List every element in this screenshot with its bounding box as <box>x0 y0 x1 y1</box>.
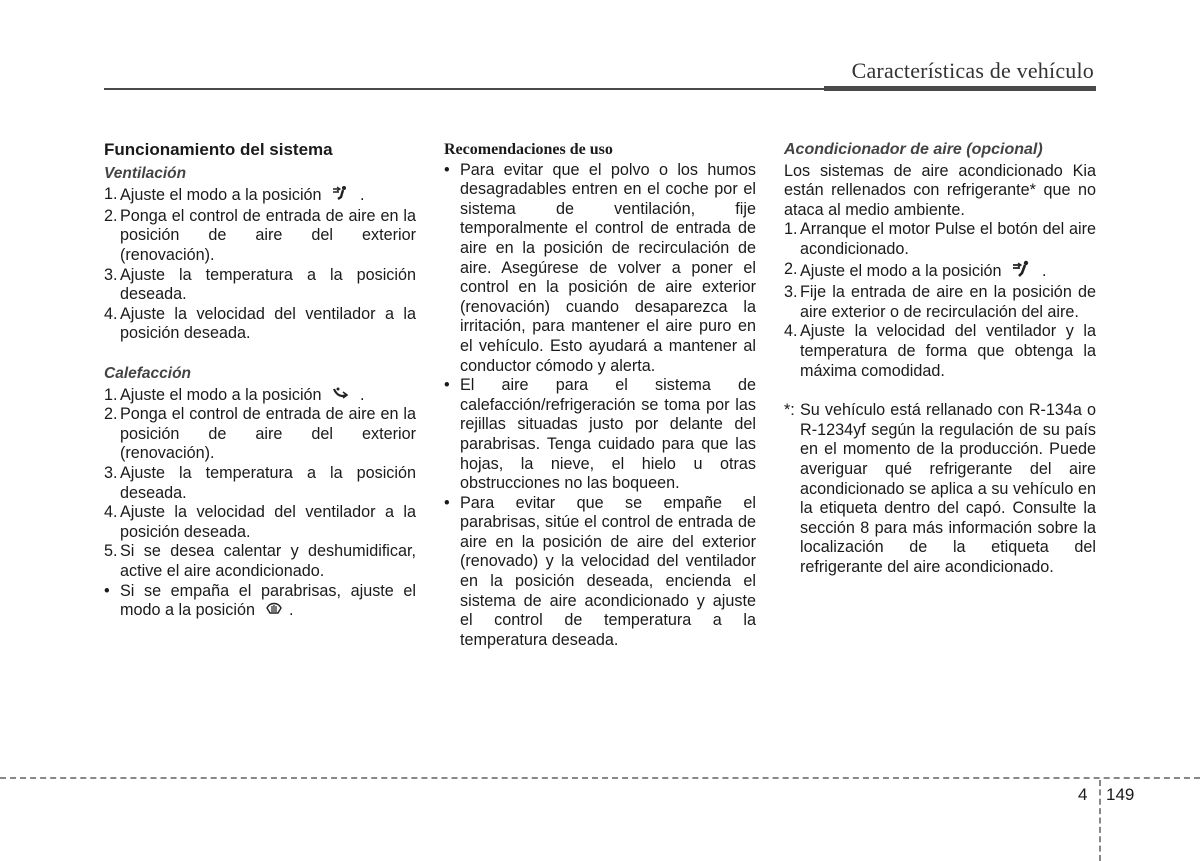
floor-vent-mode-icon <box>332 386 350 406</box>
right-column <box>784 140 1096 577</box>
item-suffix: . <box>288 601 294 620</box>
item-number: 1. <box>104 185 118 204</box>
section-title-system-operation: Funcionamiento del sistema <box>104 140 333 159</box>
middle-column <box>444 140 756 650</box>
item-number: 4. <box>104 304 118 323</box>
face-vent-mode-icon <box>332 185 350 207</box>
bullet-text: Para evitar que se empañe el parabrisas, sitúe el control de entrada de aire en la posición de aire del exterior (renovado) y la velocidad del ventilador en la posición deseada, encienda el sistema de aire acondicionado y ajuste el control de temperatura a la temperatura deseada. <box>460 493 756 649</box>
page-number: 149 <box>1106 785 1135 804</box>
list-item <box>784 322 1096 381</box>
chapter-number: 4 <box>1078 785 1088 804</box>
footnote-text: Su vehículo está rellanado con R-134a o R-1234yf según la regulación de su país en el momento de la producción. Puede averiguar qué refrigerante del aire acondicionado se aplica a su vehículo en la etiqueta dentro del capó. Consulte la sección 8 para más información sobre la localización de la etiqueta del refrigerante del aire acondicionado. <box>800 401 1096 576</box>
bullet-item <box>444 494 756 651</box>
list-item <box>104 305 416 344</box>
footer-vertical-divider <box>1099 780 1101 861</box>
item-bullet: • <box>104 581 110 600</box>
bullet-item <box>444 161 756 377</box>
left-column <box>104 140 416 621</box>
item-number: 2. <box>104 405 118 424</box>
bullet-icon: • <box>444 493 450 512</box>
page-header-title: Características de vehículo <box>851 58 1094 83</box>
item-text: Ajuste la temperatura a la posición deseada. <box>120 265 416 304</box>
item-number: 5. <box>104 542 118 561</box>
item-number: 3. <box>104 265 118 284</box>
subsection-title-heating: Calefacción <box>104 364 192 382</box>
list-item <box>104 386 416 406</box>
list-item <box>104 185 416 207</box>
item-text: Ajuste el modo a la posición <box>120 186 322 205</box>
list-item <box>104 405 416 464</box>
list-item <box>104 266 416 305</box>
item-number: 2. <box>104 206 118 225</box>
list-item <box>104 207 416 266</box>
item-text: Ajuste la temperatura a la posición deseada. <box>120 463 416 502</box>
footnote-mark: *: <box>784 401 795 420</box>
section-title-usage-tips: Recomendaciones de uso <box>444 141 613 158</box>
defrost-mode-icon <box>265 601 283 621</box>
item-number: 1. <box>104 385 118 404</box>
footer-divider <box>0 777 1200 779</box>
bullet-item <box>444 376 756 494</box>
item-number: 1. <box>784 220 798 239</box>
bullet-text: El aire para el sistema de calefacción/refrigeración se toma por las rejillas situadas justo por delante del parabrisas. Tenga cuidado para que las hojas, la nieve, el hielo u otras obstrucciones no las boqueen. <box>460 376 756 493</box>
list-item <box>784 260 1096 284</box>
item-text: Ponga el control de entrada de aire en la posición de aire del exterior (renovación). <box>120 405 416 463</box>
item-suffix: . <box>355 385 365 404</box>
item-suffix: . <box>1037 261 1047 280</box>
list-item <box>104 464 416 503</box>
list-item <box>104 582 416 621</box>
item-text: Ponga el control de entrada de aire en la posición de aire del exterior (renovación). <box>120 206 416 264</box>
list-item <box>104 503 416 542</box>
bullet-text: Para evitar que el polvo o los humos desagradables entren en el coche por el sistema de ventilación, fije temporalmente el control de entrada de aire en la posición de recirculación de aire. Asegúrese de volver a poner el control en la posición de aire exterior (renovación) cuando desaparezca la irritación, para mantener el aire puro en el vehículo. Esto ayudará a mantener al conductor cómodo y alerta. <box>460 160 756 375</box>
item-text: Ajuste la velocidad del ventilador a la posición deseada. <box>120 304 416 343</box>
item-number: 4. <box>784 322 798 341</box>
item-suffix: . <box>355 186 365 205</box>
subsection-title-ventilation: Ventilación <box>104 164 187 182</box>
item-number: 4. <box>104 503 118 522</box>
item-text: Arranque el motor Pulse el botón del aire acondicionado. <box>800 220 1096 258</box>
list-item <box>784 220 1096 259</box>
item-text: Si se desea calentar y deshumidificar, active el aire acondicionado. <box>120 542 416 580</box>
item-number: 2. <box>784 259 798 278</box>
intro-paragraph: Los sistemas de aire acondicionado Kia están rellenados con refrigerante* que no ataca al medio ambiente. <box>784 161 1096 219</box>
face-vent-mode-icon <box>1012 260 1032 284</box>
item-text: Ajuste el modo a la posición <box>800 261 1002 280</box>
footnote <box>784 401 1096 577</box>
item-text: Ajuste el modo a la posición <box>120 385 322 404</box>
item-number: 3. <box>784 283 798 302</box>
bullet-icon: • <box>444 376 450 395</box>
item-number: 3. <box>104 463 118 482</box>
header-rule-accent <box>824 86 1096 91</box>
item-text: Si se empaña el parabrisas, ajuste el modo a la posición <box>120 581 416 620</box>
item-text: Fije la entrada de aire en la posición de aire exterior o de recirculación del aire. <box>800 283 1096 321</box>
list-item <box>104 542 416 581</box>
item-text: Ajuste la velocidad del ventilador a la posición deseada. <box>120 503 416 541</box>
list-item <box>784 283 1096 322</box>
item-text: Ajuste la velocidad del ventilador y la temperatura de forma que obtenga la máxima comodidad. <box>800 322 1096 380</box>
bullet-icon: • <box>444 160 450 179</box>
section-title-air-conditioner: Acondicionador de aire (opcional) <box>784 141 1043 158</box>
